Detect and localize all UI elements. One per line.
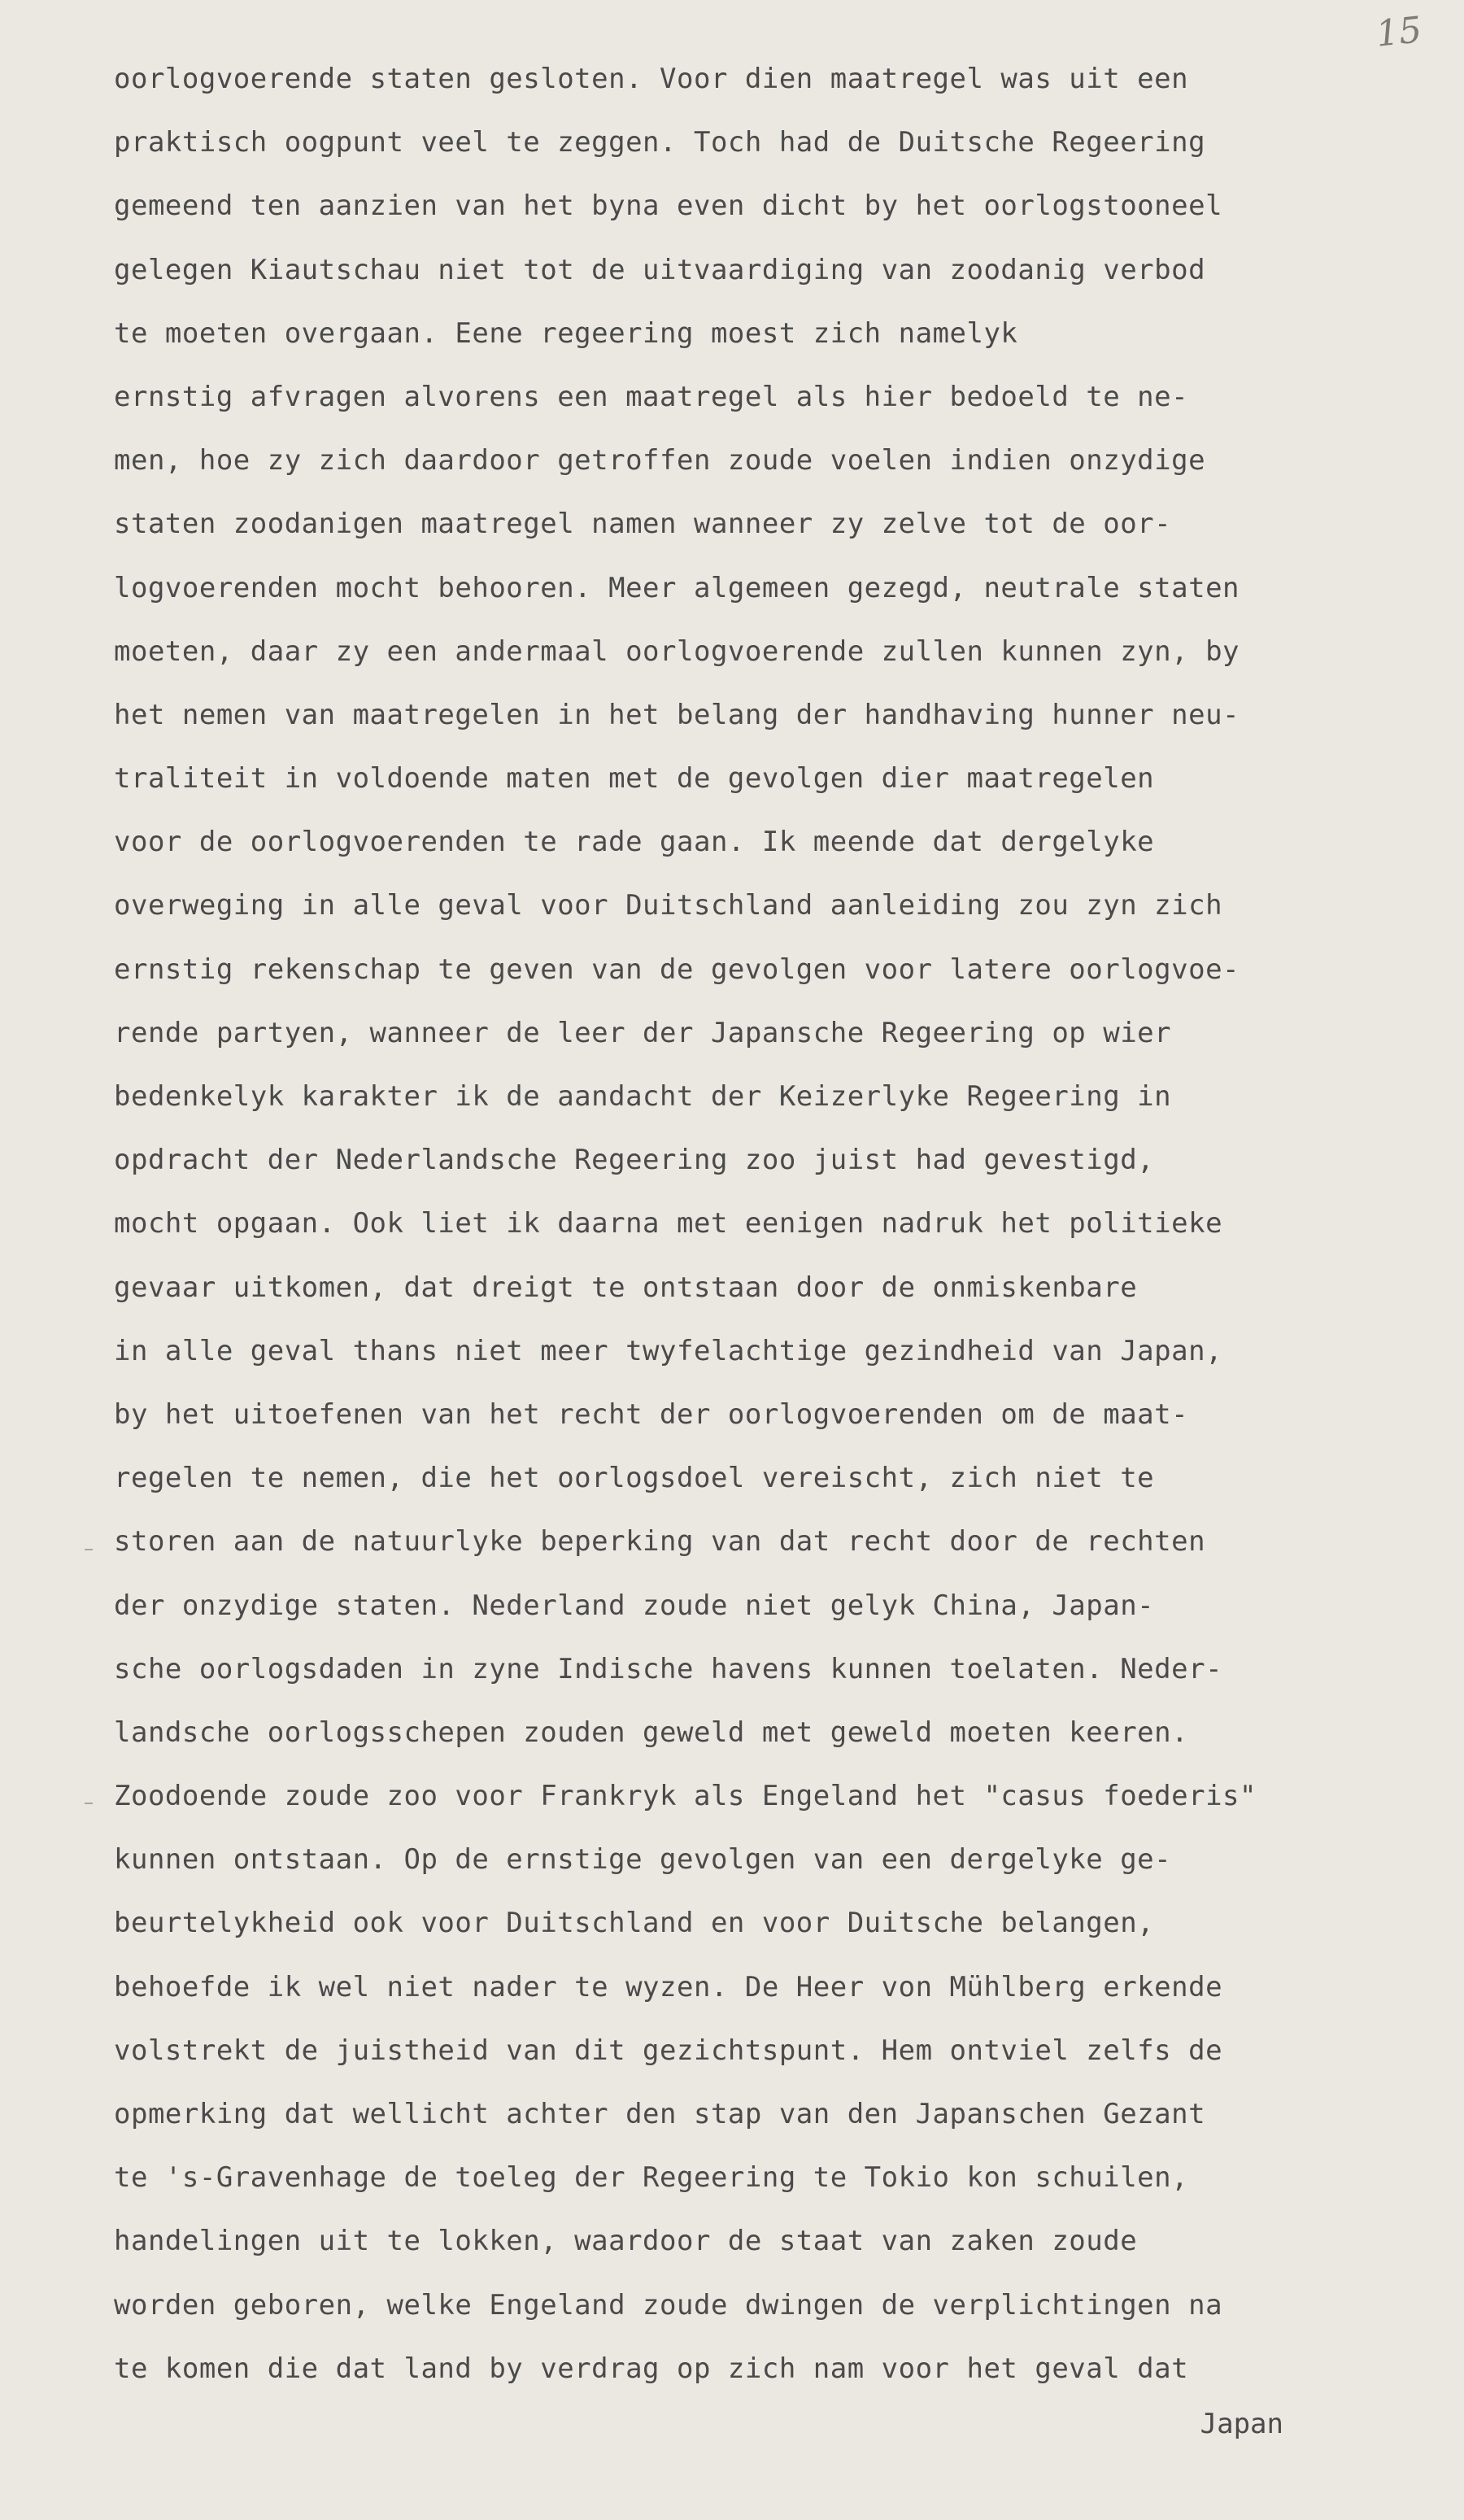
text-line: volstrekt de juistheid van dit gezichtspunt. Hem ontviel zelfs de: [114, 2034, 1223, 2067]
text-line: in alle geval thans niet meer twyfelachtige gezindheid van Japan,: [114, 1334, 1223, 1367]
text-line: worden geboren, welke Engeland zoude dwingen de verplichtingen na: [114, 2288, 1223, 2322]
text-line: bedenkelyk karakter ik de aandacht der Keizerlyke Regeering in: [114, 1080, 1172, 1113]
text-line: gelegen Kiautschau niet tot de uitvaardiging van zoodanig verbod: [114, 253, 1206, 286]
text-line: mocht opgaan. Ook liet ik daarna met eenigen nadruk het politieke: [114, 1207, 1223, 1240]
text-line: landsche oorlogsschepen zouden geweld met geweld moeten keeren.: [114, 1716, 1189, 1749]
text-line: voor de oorlogvoerenden te rade gaan. Ik meende dat dergelyke: [114, 826, 1155, 859]
text-line: te 's-Gravenhage de toeleg der Regeering te Tokio kon schuilen,: [114, 2161, 1189, 2195]
margin-mark: [85, 1803, 93, 1804]
text-line: gemeend ten aanzien van het byna even dicht by het oorlogstooneel: [114, 190, 1223, 223]
catchword: Japan: [1200, 2408, 1283, 2440]
text-line: kunnen ontstaan. Op de ernstige gevolgen van een dergelyke ge-: [114, 1843, 1172, 1877]
text-line: het nemen van maatregelen in het belang der handhaving hunner neu-: [114, 698, 1240, 731]
text-line: te komen die dat land by verdrag op zich nam voor het geval dat: [114, 2352, 1189, 2385]
page-number: 15: [1374, 9, 1424, 55]
text-line: ernstig afvragen alvorens een maatregel als hier bedoeld te ne-: [114, 380, 1189, 413]
text-line: sche oorlogsdaden in zyne Indische havens kunnen toelaten. Neder-: [114, 1652, 1223, 1685]
text-line: traliteit in voldoende maten met de gevolgen dier maatregelen: [114, 762, 1155, 796]
text-line: overweging in alle geval voor Duitschland aanleiding zou zyn zich: [114, 889, 1223, 922]
text-line: handelingen uit te lokken, waardoor de staat van zaken zoude: [114, 2225, 1138, 2258]
text-line: opdracht der Nederlandsche Regeering zoo juist had gevestigd,: [114, 1144, 1155, 1177]
text-line: logvoerenden mocht behooren. Meer algemeen gezegd, neutrale staten: [114, 571, 1240, 604]
text-line: men, hoe zy zich daardoor getroffen zoude voelen indien onzydige: [114, 444, 1206, 477]
margin-mark: [85, 1549, 93, 1550]
text-line: staten zoodanigen maatregel namen wanneer zy zelve tot de oor-: [114, 508, 1172, 541]
text-line: by het uitoefenen van het recht der oorlogvoerenden om de maat-: [114, 1397, 1189, 1431]
text-line: Zoodoende zoude zoo voor Frankryk als Engeland het "casus foederis": [114, 1780, 1257, 1813]
text-line: behoefde ik wel niet nader te wyzen. De Heer von Mühlberg erkende: [114, 1970, 1223, 2003]
text-line: beurtelykheid ook voor Duitschland en voor Duitsche belangen,: [114, 1907, 1155, 1940]
text-line: oorlogvoerende staten gesloten. Voor dien maatregel was uit een: [114, 63, 1189, 95]
text-line: ernstig rekenschap te geven van de gevolgen voor latere oorlogvoe-: [114, 953, 1240, 986]
text-line: praktisch oogpunt veel te zeggen. Toch had de Duitsche Regeering: [114, 126, 1206, 159]
text-line: gevaar uitkomen, dat dreigt te ontstaan door de onmiskenbare: [114, 1271, 1138, 1304]
body-text: [114, 47, 1431, 2400]
text-line: regelen te nemen, die het oorlogsdoel vereischt, zich niet te: [114, 1462, 1155, 1495]
text-line: rende partyen, wanneer de leer der Japansche Regeering op wier: [114, 1016, 1172, 1049]
text-line: der onzydige staten. Nederland zoude niet gelyk China, Japan-: [114, 1589, 1155, 1622]
text-line: storen aan de natuurlyke beperking van dat recht door de rechten: [114, 1525, 1206, 1559]
text-line: te moeten overgaan. Eene regeering moest zich namelyk: [114, 316, 1018, 350]
text-line: opmerking dat wellicht achter den stap van den Japanschen Gezant: [114, 2098, 1206, 2130]
text-line: moeten, daar zy een andermaal oorlogvoerende zullen kunnen zyn, by: [114, 634, 1240, 668]
